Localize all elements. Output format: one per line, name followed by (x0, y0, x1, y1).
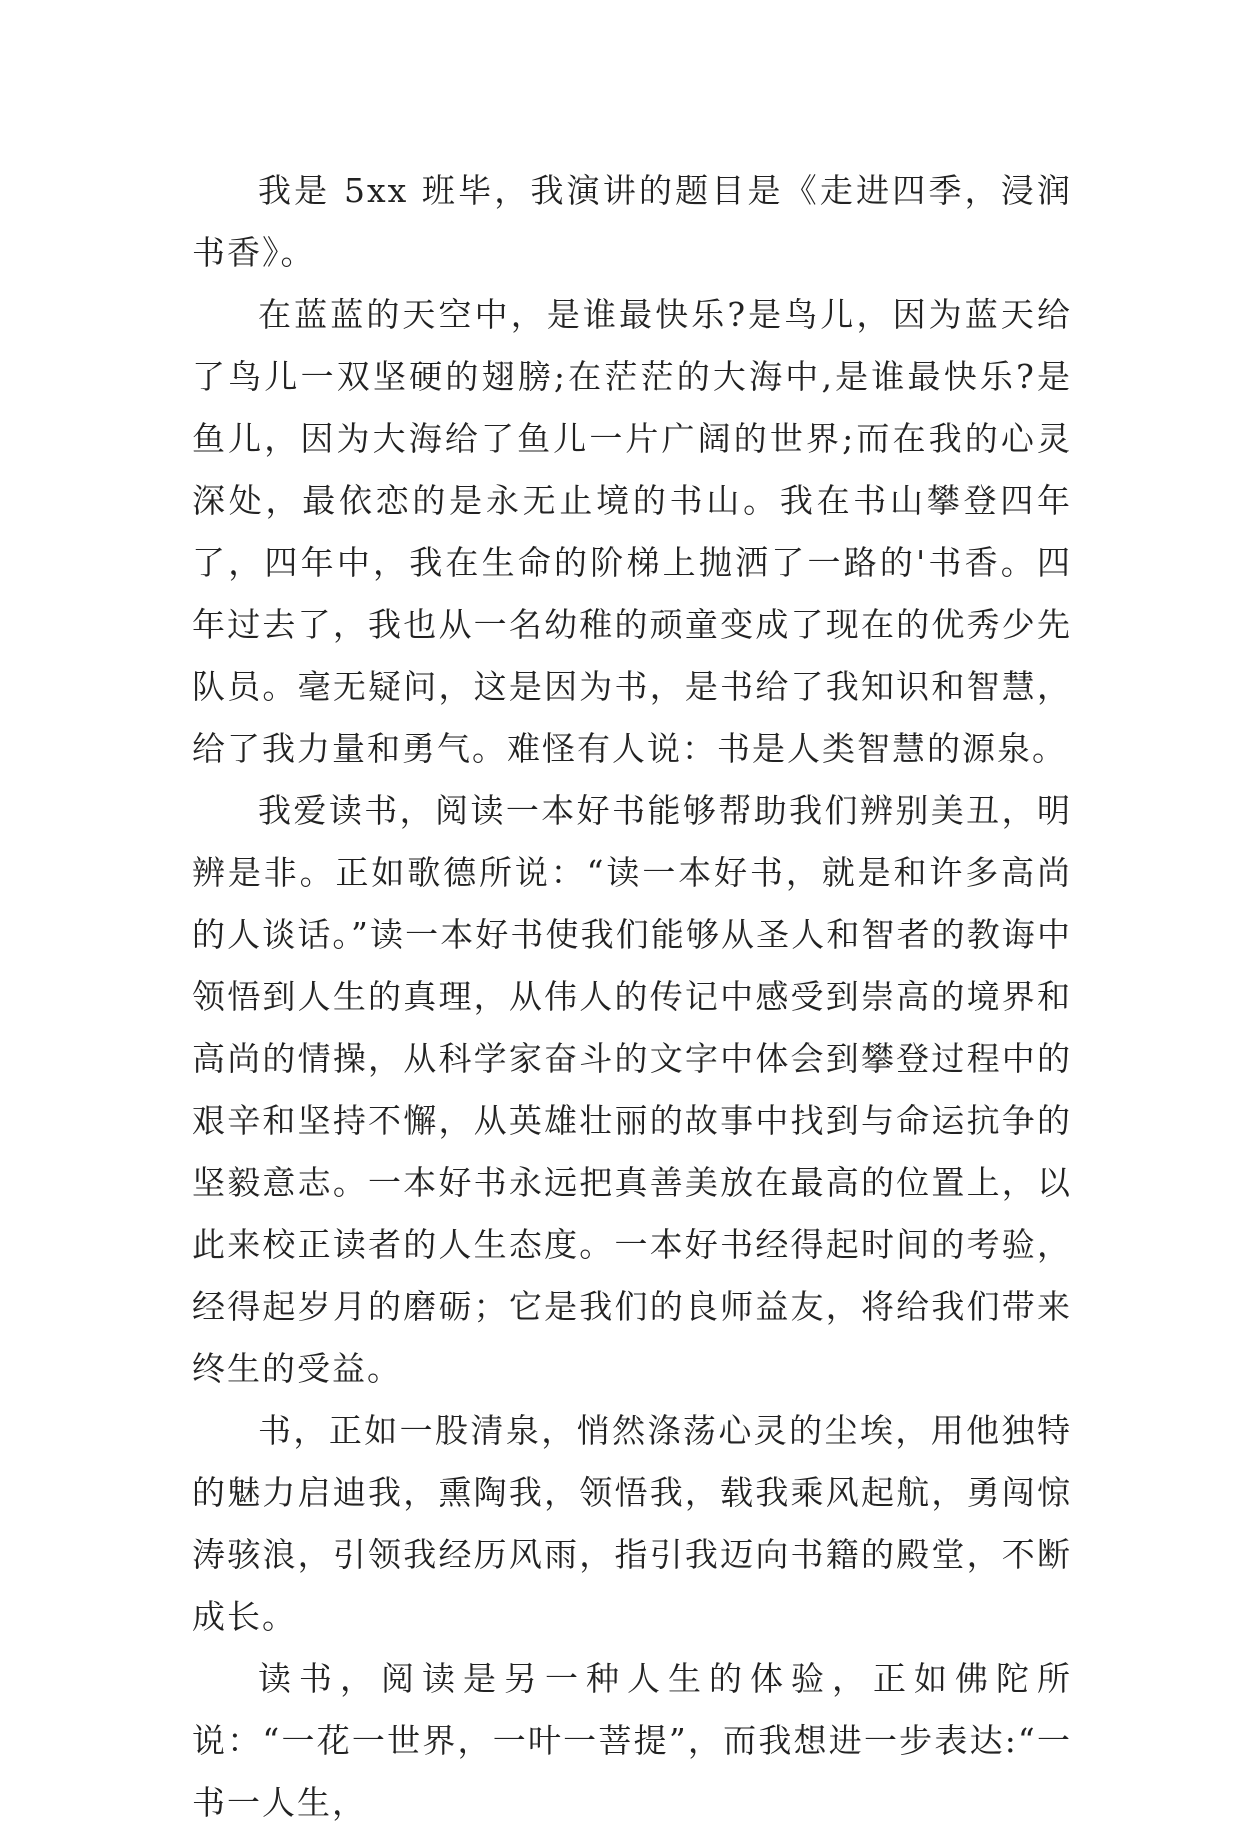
document-body (192, 160, 1072, 1834)
paragraph-intro: 我是 5xx 班毕，我演讲的题目是《走进四季，浸润书香》。 (192, 171, 1072, 272)
paragraph-sky-and-sea: 在蓝蓝的天空中，是谁最快乐?是鸟儿，因为蓝天给了鸟儿一双坚硬的翅膀;在茫茫的大海中,是谁最快乐?是鱼儿，因为大海给了鱼儿一片广阔的世界;而在我的心灵深处，最依恋的是永无止境的书山。我在书山攀登四年了，四年中，我在生命的阶梯上抛洒了一路的'书香。四年过去了，我也从一名幼稚的顽童变成了现在的优秀少先队员。毫无疑问，这是因为书，是书给了我知识和智慧，给了我力量和勇气。难怪有人说：书是人类智慧的源泉。 (192, 295, 1072, 768)
paragraph-reading-experience: 读书，阅读是另一种人生的体验，正如佛陀所说：“一花一世界，一叶一菩提”，而我想进一步表达:“一书一人生， (192, 1659, 1072, 1822)
paragraph-love-reading: 我爱读书，阅读一本好书能够帮助我们辨别美丑，明辨是非。正如歌德所说：“读一本好书，就是和许多高尚的人谈话。”读一本好书使我们能够从圣人和智者的教诲中领悟到人生的真理，从伟人的传记中感受到崇高的境界和高尚的情操，从科学家奋斗的文字中体会到攀登过程中的艰辛和坚持不懈，从英雄壮丽的故事中找到与命运抗争的坚毅意志。一本好书永远把真善美放在最高的位置上，以此来校正读者的人生态度。一本好书经得起时间的考验，经得起岁月的磨砺；它是我们的良师益友，将给我们带来终生的受益。 (192, 791, 1072, 1388)
paragraph-clear-spring: 书，正如一股清泉，悄然涤荡心灵的尘埃，用他独特的魅力启迪我，熏陶我，领悟我，载我乘风起航，勇闯惊涛骇浪，引领我经历风雨，指引我迈向书籍的殿堂，不断成长。 (192, 1411, 1072, 1636)
